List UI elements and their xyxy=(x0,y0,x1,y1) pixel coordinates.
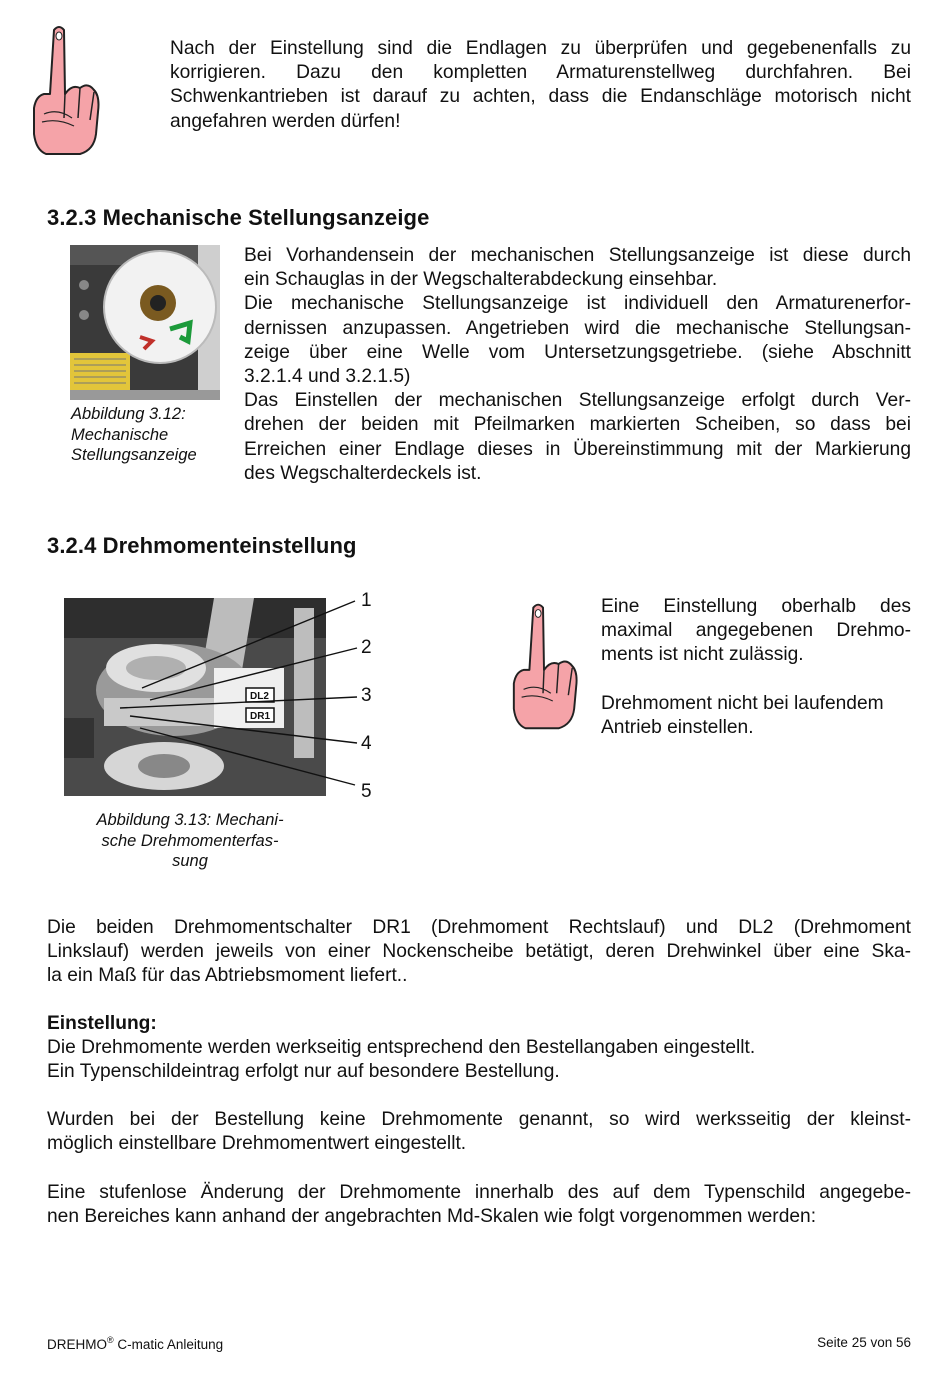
photo-label-dr1: DR1 xyxy=(250,711,271,722)
callout-4: 4 xyxy=(361,733,372,754)
paragraph-kleinstwert: Wurden bei der Bestellung keine Drehmomente genannt, so wird werksseitig der kleinst- möglich einstellbare Drehmomentwert eingestellt. xyxy=(47,1109,911,1155)
callout-1: 1 xyxy=(361,590,372,611)
paragraph-stufenlos: Eine stufenlose Änderung der Drehmomente innerhalb des auf dem Typenschild angegebe- nen Bereiches kann anhand der angebrachten Md-Skalen wie folgt vorgenommen werden: xyxy=(47,1182,911,1228)
callout-3: 3 xyxy=(361,685,372,706)
figure-caption-3-12: Abbildung 3.12: Mechanische Stellungsanzeige xyxy=(71,405,197,464)
warning-text-drehmoment: Eine Einstellung oberhalb des maximal angegebenen Drehmo- ments ist nicht zulässig. Drehmoment nicht bei laufendem Antrieb einstellen. xyxy=(601,596,911,738)
section-heading-324: 3.2.4 Drehmomenteinstellung xyxy=(47,533,357,558)
warning-text-endlagen: Nach der Einstellung sind die Endlagen zu überprüfen und gegebenenfalls zu korrigieren. Dazu den kompletten Armaturenstellweg durchfahren. Bei Schwenkantrieben ist darauf zu achten, dass die Endanschläge motorisch nicht angefahren werden dürfen! xyxy=(170,38,911,132)
callout-2: 2 xyxy=(361,637,372,658)
section-323-body: Bei Vorhandensein der mechanischen Stellungsanzeige ist diese durch ein Schauglas in der Wegschalterabdeckung einsehbar. Die mechanische Stellungsanzeige ist individuell den Armaturenerfor- dernissen anzupassen. Angetrieben wird die mechanische Stellungsan- zeige über eine Welle vom Untersetzungsgetriebe. (siehe Abschnitt 3.2.1.4 und 3.2.1.5) Das Einstellen der mechanischen Stellungsanzeige erfolgt durch Ver- drehen der beiden mit Pfeilmarken markierten Scheiben, so dass bei Erreichen einer Endlage dieses in Übereinstimmung mit der Markierung des Wegschalterdeckels ist. xyxy=(244,245,911,484)
pointing-finger-warning-icon xyxy=(508,598,580,734)
footer-left: DREHMO® C-matic Anleitung xyxy=(47,1335,224,1352)
photo-label-dl2: DL2 xyxy=(250,691,269,702)
paragraph-einstellung: Einstellung: Die Drehmomente werden werkseitig entsprechend den Bestellangaben eingestellt. Ein Typenschildeintrag erfolgt nur auf besondere Bestellung. xyxy=(47,1013,756,1083)
callout-5: 5 xyxy=(361,781,372,802)
footer-page-number: Seite 25 von 56 xyxy=(817,1335,911,1350)
paragraph-drehmomentschalter: Die beiden Drehmomentschalter DR1 (Drehmoment Rechtslauf) und DL2 (Drehmoment Linkslauf) werden jeweils von einer Nockenscheibe betätigt, deren Drehwinkel über eine Ska- la ein Maß für das Abtriebsmoment liefert.. xyxy=(47,917,911,987)
figure-caption-3-13: Abbildung 3.13: Mechani- sche Drehmomenterfas- sung xyxy=(96,811,284,870)
section-heading-323: 3.2.3 Mechanische Stellungsanzeige xyxy=(47,205,430,230)
